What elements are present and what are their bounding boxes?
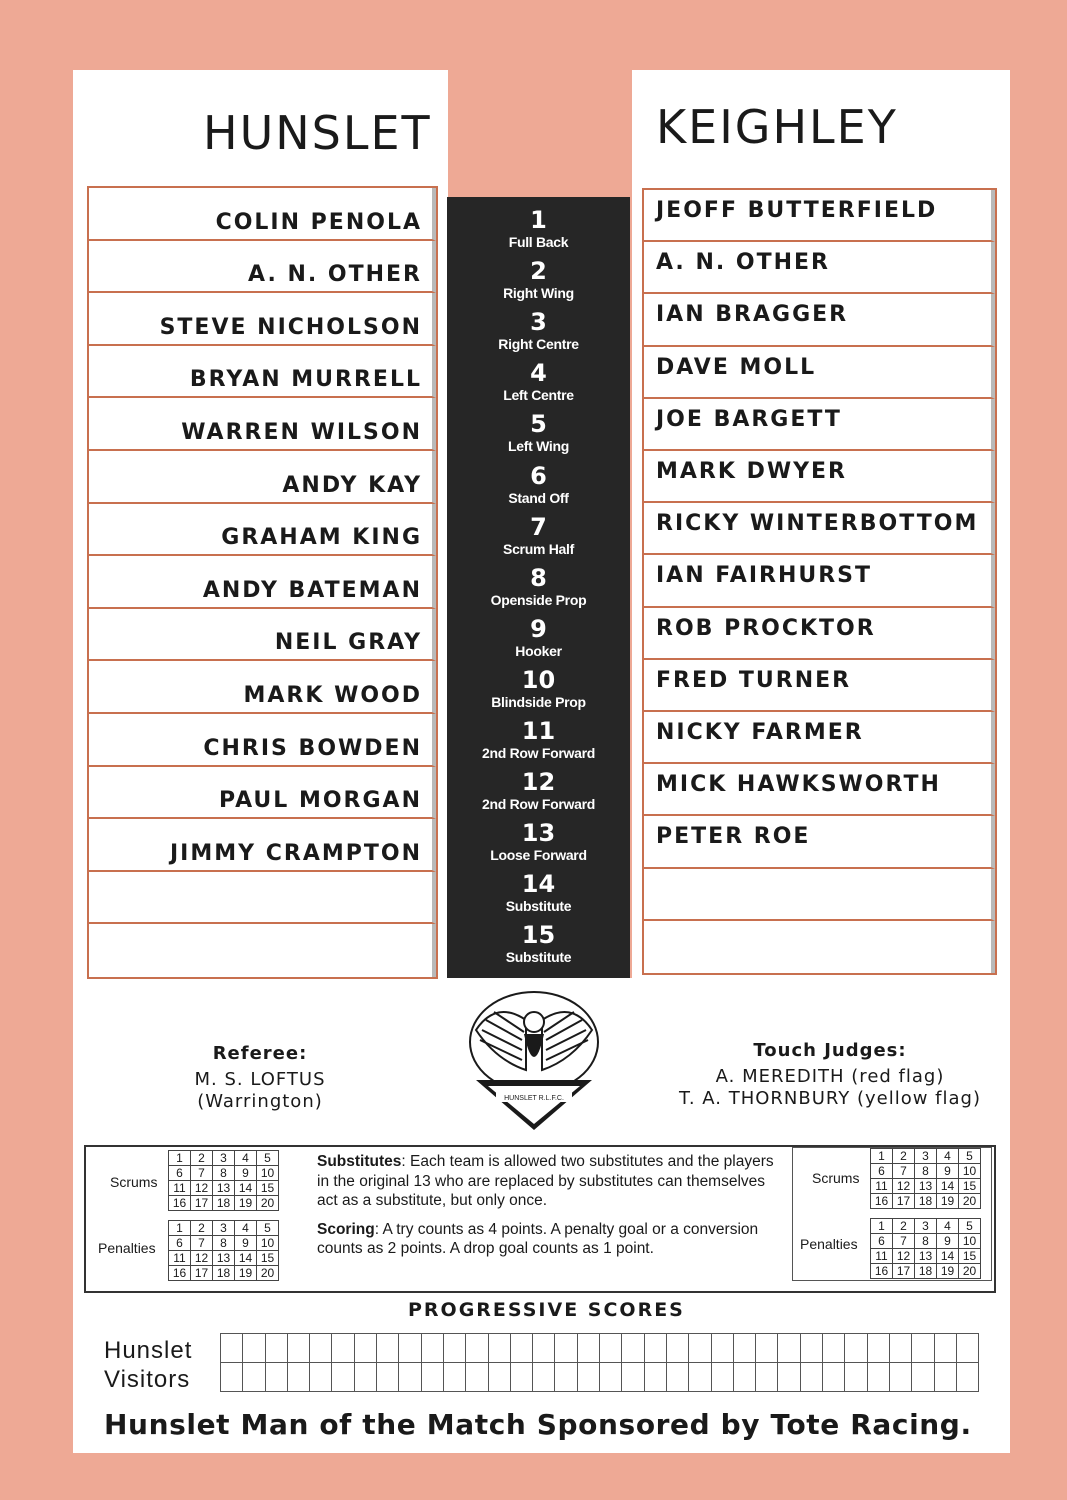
home-player-row (89, 661, 436, 714)
tally-cell[interactable]: 19 (937, 1194, 959, 1209)
tally-cell[interactable]: 18 (915, 1264, 937, 1279)
progressive-score-cell[interactable] (243, 1334, 265, 1363)
tally-cell[interactable]: 13 (213, 1251, 235, 1266)
touch-judges-heading: Touch Judges: (753, 1040, 907, 1061)
away-player-name: IAN BRAGGER (656, 302, 849, 328)
tally-cell[interactable]: 11 (169, 1251, 191, 1266)
progressive-score-cell[interactable] (778, 1334, 800, 1363)
tally-cell[interactable]: 3 (213, 1221, 235, 1236)
tally-cell[interactable]: 9 (937, 1164, 959, 1179)
tally-cell[interactable]: 6 (871, 1234, 893, 1249)
home-player-name: COLIN PENOLA (215, 209, 422, 235)
position-number: 1 (530, 206, 547, 234)
home-player-row (89, 924, 436, 977)
progressive-score-cell[interactable] (800, 1334, 822, 1363)
position-number: 9 (530, 614, 547, 643)
position-item (447, 411, 630, 455)
tally-cell[interactable]: 11 (871, 1249, 893, 1264)
tally-cell[interactable]: 6 (871, 1164, 893, 1179)
home-player-row (89, 504, 436, 557)
scoring-text: : A try counts as 4 points. A penalty goal or a conversion counts as 2 points. A drop goal counts as 1 point. (317, 1220, 759, 1257)
position-number: 8 (530, 563, 547, 592)
position-item (447, 360, 630, 404)
position-label: Stand Off (508, 489, 569, 506)
progressive-score-cell[interactable] (354, 1363, 376, 1392)
progressive-score-cell[interactable] (488, 1334, 510, 1363)
tally-cell[interactable]: 2 (191, 1151, 213, 1166)
tally-cell[interactable]: 15 (959, 1179, 981, 1194)
away-tally (792, 1147, 992, 1281)
progressive-score-cell[interactable] (644, 1334, 666, 1363)
away-player-row (644, 764, 995, 816)
progressive-score-cell[interactable] (310, 1334, 332, 1363)
position-number: 13 (521, 819, 556, 848)
tally-cell[interactable]: 5 (257, 1151, 279, 1166)
logo-text: HUNSLET R.L.F.C. (504, 1095, 564, 1102)
man-of-the-match-sponsor: Hunslet Man of the Match Sponsored by Tote Racing. (104, 1408, 972, 1441)
position-item (447, 820, 630, 864)
tally-cell[interactable]: 14 (235, 1181, 257, 1196)
home-player-name: JIMMY CRAMPTON (170, 840, 422, 866)
tally-cell[interactable]: 16 (169, 1196, 191, 1211)
progressive-score-cell[interactable] (221, 1363, 243, 1392)
tally-cell[interactable]: 4 (937, 1219, 959, 1234)
away-player-name: MARK DWYER (656, 459, 847, 484)
tally-cell[interactable]: 9 (235, 1166, 257, 1181)
tally-cell[interactable]: 13 (213, 1181, 235, 1196)
tally-cell[interactable]: 11 (169, 1181, 191, 1196)
home-player-row (89, 819, 436, 872)
home-player-name: NEIL GRAY (274, 630, 422, 656)
progressive-score-cell[interactable] (934, 1334, 956, 1363)
progressive-score-cell[interactable] (399, 1363, 421, 1392)
progressive-score-cell[interactable] (711, 1363, 733, 1392)
away-player-row (644, 869, 995, 921)
tally-cell[interactable]: 12 (191, 1251, 213, 1266)
position-number: 15 (521, 921, 556, 950)
progressive-score-cell[interactable] (778, 1363, 800, 1392)
home-player-row (89, 293, 436, 346)
position-item (447, 718, 630, 762)
home-player-row (89, 556, 436, 609)
progressive-score-cell[interactable] (287, 1334, 309, 1363)
tally-cell[interactable]: 20 (959, 1194, 981, 1209)
home-player-name: WARREN WILSON (181, 419, 422, 445)
scoring-heading: Scoring (317, 1220, 375, 1238)
away-player-row (644, 347, 995, 399)
progressive-score-cell[interactable] (533, 1363, 555, 1392)
away-player-row (644, 451, 995, 503)
tally-cell[interactable]: 7 (893, 1164, 915, 1179)
away-player-name: A. N. OTHER (656, 250, 830, 276)
home-player-name: ANDY KAY (282, 472, 422, 498)
tally-cell[interactable]: 19 (235, 1266, 257, 1281)
tally-cell[interactable]: 14 (937, 1249, 959, 1264)
position-label: 2nd Row Forward (482, 796, 595, 813)
home-player-name: CHRIS BOWDEN (203, 735, 422, 761)
tally-cell[interactable]: 13 (915, 1249, 937, 1264)
tally-cell[interactable]: 17 (191, 1196, 213, 1211)
progressive-score-cell[interactable] (265, 1334, 287, 1363)
progressive-score-cell[interactable] (823, 1363, 845, 1392)
progressive-score-cell[interactable] (912, 1334, 934, 1363)
tally-cell[interactable]: 8 (213, 1236, 235, 1251)
progressive-score-cell[interactable] (823, 1334, 845, 1363)
progressive-score-cell[interactable] (956, 1363, 978, 1392)
progressive-score-cell[interactable] (332, 1363, 354, 1392)
scoring-rule (317, 1220, 777, 1259)
away-team-title: KEIGHLEY (656, 100, 898, 154)
position-label: Right Centre (498, 336, 579, 353)
progressive-scores-title: PROGRESSIVE SCORES (408, 1299, 685, 1321)
substitutes-rule (317, 1152, 777, 1211)
progressive-score-cell[interactable] (889, 1363, 911, 1392)
tally-cell[interactable]: 4 (937, 1149, 959, 1164)
tally-cell[interactable]: 1 (871, 1219, 893, 1234)
substitutes-heading: Substitutes (317, 1153, 402, 1170)
tally-cell[interactable]: 9 (235, 1236, 257, 1251)
home-roster (87, 186, 438, 979)
position-number: 5 (530, 410, 547, 439)
position-label: Full Back (508, 234, 569, 250)
progressive-score-cell[interactable] (867, 1334, 889, 1363)
progressive-score-cell[interactable] (421, 1363, 443, 1392)
away-player-row (644, 816, 995, 868)
club-logo (466, 990, 602, 1132)
tally-cell[interactable]: 5 (257, 1221, 279, 1236)
tally-cell[interactable]: 12 (893, 1249, 915, 1264)
tally-cell[interactable]: 11 (871, 1179, 893, 1194)
referee-location: (Warrington) (197, 1091, 323, 1112)
position-number: 11 (521, 717, 556, 745)
tally-cell[interactable]: 8 (915, 1164, 937, 1179)
progressive-scores-grid (220, 1333, 979, 1392)
progressive-score-cell[interactable] (577, 1334, 599, 1363)
position-number: 4 (530, 359, 547, 388)
progressive-score-cell[interactable] (310, 1363, 332, 1392)
progressive-score-cell[interactable] (689, 1334, 711, 1363)
tally-cell[interactable]: 8 (213, 1166, 235, 1181)
referee-heading: Referee: (212, 1043, 308, 1064)
progressive-score-cell[interactable] (600, 1363, 622, 1392)
home-player-name: ANDY BATEMAN (202, 577, 422, 603)
position-number: 3 (530, 308, 547, 337)
position-label: Substitute (505, 898, 572, 915)
position-label: Openside Prop (490, 591, 587, 608)
away-player-name: RICKY WINTERBOTTOM (656, 511, 979, 537)
away-player-row (644, 399, 995, 451)
tally-cell[interactable]: 2 (893, 1219, 915, 1234)
progressive-score-cell[interactable] (443, 1363, 465, 1392)
position-item (447, 258, 630, 302)
progressive-score-cell[interactable] (800, 1363, 822, 1392)
away-player-name: NICKY FARMER (656, 720, 864, 745)
progressive-score-cell[interactable] (488, 1363, 510, 1392)
tally-cell[interactable]: 5 (959, 1219, 981, 1234)
away-player-row (644, 190, 995, 242)
tally-cell[interactable]: 19 (937, 1264, 959, 1279)
away-roster (642, 188, 997, 975)
away-player-name: MICK HAWKSWORTH (656, 772, 941, 798)
position-item (447, 565, 630, 609)
away-player-row (644, 555, 995, 607)
home-player-row (89, 188, 436, 241)
substitutes-text: : Each team is allowed two substitutes and the players in the original 13 who are replaced by substitutes can themselves act as a substitute, but only once. (317, 1153, 774, 1209)
progressive-score-cell[interactable] (733, 1334, 755, 1363)
progressive-score-cell[interactable] (510, 1334, 532, 1363)
progressive-away-label: Visitors (104, 1366, 191, 1393)
home-player-row (89, 714, 436, 767)
progressive-score-cell[interactable] (867, 1363, 889, 1392)
position-label: Hooker (515, 642, 562, 659)
tally-cell[interactable]: 10 (959, 1164, 981, 1179)
tally-cell[interactable]: 16 (871, 1194, 893, 1209)
position-item (447, 922, 630, 966)
tally-cell[interactable]: 20 (257, 1266, 279, 1281)
position-item (447, 667, 630, 711)
progressive-score-cell[interactable] (934, 1363, 956, 1392)
home-scrums-label: Scrums (110, 1174, 158, 1190)
progressive-score-cell[interactable] (912, 1363, 934, 1392)
progressive-score-cell[interactable] (510, 1363, 532, 1392)
position-label: Left Centre (503, 387, 574, 404)
home-player-row (89, 872, 436, 925)
progressive-score-cell[interactable] (577, 1363, 599, 1392)
position-item (447, 769, 630, 813)
tally-cell[interactable]: 16 (871, 1264, 893, 1279)
tally-cell[interactable]: 17 (893, 1194, 915, 1209)
progressive-score-cell[interactable] (756, 1334, 778, 1363)
tally-cell[interactable]: 10 (257, 1236, 279, 1251)
away-player-name: JOE BARGETT (656, 406, 842, 432)
home-player-row (89, 767, 436, 820)
progressive-score-cell[interactable] (466, 1363, 488, 1392)
away-scrums-grid (870, 1148, 981, 1209)
progressive-score-cell[interactable] (332, 1334, 354, 1363)
home-penalties-label: Penalties (98, 1240, 156, 1256)
home-player-name: PAUL MORGAN (218, 788, 422, 814)
position-label: Loose Forward (490, 847, 587, 864)
tally-cell[interactable]: 2 (893, 1149, 915, 1164)
progressive-score-cell[interactable] (555, 1363, 577, 1392)
tally-cell[interactable]: 10 (257, 1166, 279, 1181)
progressive-score-cell[interactable] (666, 1363, 688, 1392)
home-player-name: BRYAN MURRELL (189, 367, 422, 393)
touch-judge-2: T. A. THORNBURY (yellow flag) (678, 1088, 982, 1109)
progressive-score-cell[interactable] (600, 1334, 622, 1363)
progressive-score-cell[interactable] (221, 1334, 243, 1363)
away-player-row (644, 608, 995, 660)
progressive-score-cell[interactable] (399, 1334, 421, 1363)
tally-cell[interactable]: 10 (959, 1234, 981, 1249)
away-player-row (644, 503, 995, 555)
tally-cell[interactable]: 4 (235, 1221, 257, 1236)
tally-cell[interactable]: 3 (915, 1149, 937, 1164)
position-label: Scrum Half (503, 540, 574, 557)
position-item (447, 309, 630, 353)
tally-cell[interactable]: 18 (213, 1196, 235, 1211)
tally-cell[interactable]: 13 (915, 1179, 937, 1194)
progressive-score-cell[interactable] (756, 1363, 778, 1392)
away-player-name: PETER ROE (656, 824, 811, 850)
tally-cell[interactable]: 6 (169, 1166, 191, 1181)
progressive-score-cell[interactable] (243, 1363, 265, 1392)
progressive-score-cell[interactable] (265, 1363, 287, 1392)
position-number: 10 (521, 665, 556, 694)
progressive-score-cell[interactable] (845, 1334, 867, 1363)
hunslet-eagle-crest-icon (466, 990, 602, 1132)
position-item (447, 514, 630, 558)
progressive-score-cell[interactable] (889, 1334, 911, 1363)
progressive-score-cell[interactable] (466, 1334, 488, 1363)
progressive-score-cell[interactable] (622, 1334, 644, 1363)
home-player-row (89, 609, 436, 662)
tally-cell[interactable]: 2 (191, 1221, 213, 1236)
progressive-score-cell[interactable] (354, 1334, 376, 1363)
position-number: 7 (530, 512, 547, 541)
home-player-name: GRAHAM KING (221, 525, 422, 551)
tally-cell[interactable]: 4 (235, 1151, 257, 1166)
away-player-name: DAVE MOLL (656, 354, 817, 380)
position-item (447, 207, 630, 251)
progressive-score-cell[interactable] (644, 1363, 666, 1392)
position-item (447, 463, 630, 507)
home-player-row (89, 241, 436, 294)
tally-cell[interactable]: 8 (915, 1234, 937, 1249)
progressive-score-cell[interactable] (377, 1363, 399, 1392)
home-player-name: STEVE NICHOLSON (159, 314, 422, 340)
position-label: Substitute (505, 949, 572, 966)
tally-cell[interactable]: 12 (191, 1181, 213, 1196)
home-penalties-grid (168, 1220, 279, 1281)
position-label: Left Wing (508, 438, 569, 455)
position-item (447, 616, 630, 660)
tally-cell[interactable]: 17 (893, 1264, 915, 1279)
tally-cell[interactable]: 18 (915, 1194, 937, 1209)
home-player-row (89, 451, 436, 504)
progressive-score-cell[interactable] (733, 1363, 755, 1392)
away-player-row (644, 712, 995, 764)
position-label: Right Wing (503, 285, 574, 302)
rules-text (317, 1152, 777, 1259)
away-player-name: FRED TURNER (656, 667, 852, 693)
tally-cell[interactable]: 3 (213, 1151, 235, 1166)
tally-cell[interactable]: 7 (191, 1166, 213, 1181)
positions-column (447, 197, 630, 978)
tally-cell[interactable]: 20 (959, 1264, 981, 1279)
away-player-row (644, 294, 995, 346)
tally-cell[interactable]: 12 (893, 1179, 915, 1194)
away-player-name: IAN FAIRHURST (656, 563, 873, 589)
tally-cell[interactable]: 18 (213, 1266, 235, 1281)
tally-cell[interactable]: 1 (871, 1149, 893, 1164)
away-player-row (644, 242, 995, 294)
progressive-score-cell[interactable] (689, 1363, 711, 1392)
progressive-score-cell[interactable] (555, 1334, 577, 1363)
progressive-score-cell[interactable] (443, 1334, 465, 1363)
tally-cell[interactable]: 14 (937, 1179, 959, 1194)
away-penalties-grid (870, 1218, 981, 1279)
tally-cell[interactable]: 15 (257, 1251, 279, 1266)
tally-cell[interactable]: 15 (959, 1249, 981, 1264)
tally-cell[interactable]: 7 (893, 1234, 915, 1249)
away-player-name: ROB PROCKTOR (656, 615, 876, 641)
home-player-row (89, 398, 436, 451)
position-number: 12 (521, 768, 556, 797)
touch-judges-block (640, 1040, 1020, 1110)
tally-cell[interactable]: 16 (169, 1266, 191, 1281)
position-number: 6 (530, 461, 547, 490)
tally-cell[interactable]: 19 (235, 1196, 257, 1211)
home-player-name: A. N. OTHER (248, 262, 422, 288)
away-scrums-label: Scrums (812, 1170, 860, 1186)
progressive-score-cell[interactable] (287, 1363, 309, 1392)
touch-judge-1: A. MEREDITH (red flag) (715, 1066, 945, 1087)
home-scrums-grid (168, 1150, 279, 1211)
tally-cell[interactable]: 15 (257, 1181, 279, 1196)
position-label: Blindside Prop (491, 693, 586, 710)
progressive-score-cell[interactable] (622, 1363, 644, 1392)
tally-cell[interactable]: 14 (235, 1251, 257, 1266)
tally-cell[interactable]: 9 (937, 1234, 959, 1249)
away-player-row (644, 921, 995, 973)
progressive-score-cell[interactable] (666, 1334, 688, 1363)
progressive-score-cell[interactable] (845, 1363, 867, 1392)
tally-cell[interactable]: 3 (915, 1219, 937, 1234)
away-player-row (644, 660, 995, 712)
tally-cell[interactable]: 17 (191, 1266, 213, 1281)
progressive-score-cell[interactable] (377, 1334, 399, 1363)
tally-cell[interactable]: 1 (169, 1221, 191, 1236)
home-player-row (89, 346, 436, 399)
position-number: 14 (521, 870, 556, 899)
position-number: 2 (530, 257, 547, 286)
tally-cell[interactable]: 20 (257, 1196, 279, 1211)
progressive-score-cell[interactable] (421, 1334, 443, 1363)
progressive-score-cell[interactable] (711, 1334, 733, 1363)
away-player-name: JEOFF BUTTERFIELD (656, 198, 938, 223)
progressive-home-label: Hunslet (104, 1337, 193, 1364)
referee-block (160, 1043, 360, 1113)
tally-cell[interactable]: 5 (959, 1149, 981, 1164)
away-penalties-label: Penalties (800, 1236, 858, 1252)
referee-name: M. S. LOFTUS (194, 1069, 326, 1090)
progressive-score-cell[interactable] (533, 1334, 555, 1363)
tally-cell[interactable]: 1 (169, 1151, 191, 1166)
progressive-score-cell[interactable] (956, 1334, 978, 1363)
home-team-title: HUNSLET (203, 106, 432, 160)
position-label: 2nd Row Forward (482, 745, 595, 761)
tally-cell[interactable]: 7 (191, 1236, 213, 1251)
tally-cell[interactable]: 6 (169, 1236, 191, 1251)
position-item (447, 871, 630, 915)
home-player-name: MARK WOOD (243, 682, 422, 708)
